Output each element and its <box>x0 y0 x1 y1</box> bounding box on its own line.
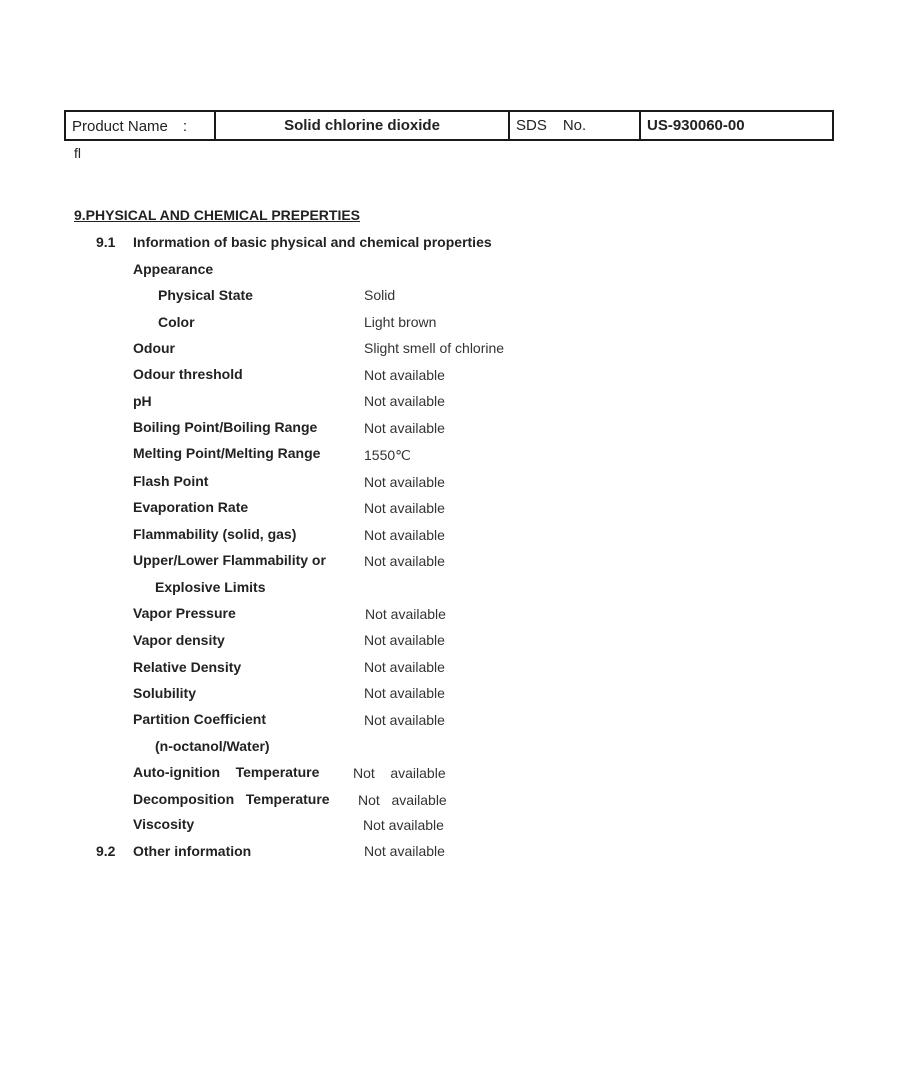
property-label: Viscosity <box>133 816 195 832</box>
property-label: Partition Coefficient <box>133 711 267 727</box>
property-label: Odour <box>133 340 175 356</box>
property-label: Vapor density <box>133 632 225 648</box>
property-value: Not available <box>364 393 445 409</box>
property-value: Light brown <box>364 314 437 330</box>
property-label: Melting Point/Melting Range <box>133 445 321 461</box>
property-value: Not available <box>364 420 445 436</box>
sds-number-label-cell <box>509 111 640 140</box>
property-label: Decomposition Temperature <box>133 791 330 807</box>
property-value: Not available <box>364 712 445 728</box>
property-label-continued: Explosive Limits <box>155 579 266 595</box>
property-label: Relative Density <box>133 659 242 675</box>
appearance-heading: Appearance <box>133 261 214 277</box>
property-value: Not available <box>353 765 446 781</box>
property-label: Flammability (solid, gas) <box>133 526 297 542</box>
property-value: Not available <box>364 632 445 648</box>
property-value: Slight smell of chlorine <box>364 340 505 356</box>
property-label: Vapor Pressure <box>133 605 236 621</box>
property-value: Not available <box>358 792 447 808</box>
subsection-title-9-2: Other information <box>133 843 252 859</box>
property-label-continued: (n-octanol/Water) <box>155 738 270 754</box>
property-label: Evaporation Rate <box>133 499 249 515</box>
property-label: Solubility <box>133 685 196 701</box>
property-value: Not available <box>363 817 444 833</box>
product-name-value: Solid chlorine dioxide <box>215 111 509 140</box>
property-label: Boiling Point/Boiling Range <box>133 419 318 435</box>
property-value: Not available <box>364 527 445 543</box>
property-value: Not available <box>364 500 445 516</box>
property-value: Not available <box>365 606 446 622</box>
property-label: Physical State <box>158 287 253 303</box>
property-value: Not available <box>364 659 445 675</box>
header-table <box>64 110 834 141</box>
page-note: fl <box>74 145 81 161</box>
property-value: Not available <box>364 367 445 383</box>
product-name-label: Product Name : <box>65 111 215 140</box>
property-value: Not available <box>364 474 445 490</box>
property-label: Upper/Lower Flammability or <box>133 552 326 568</box>
property-value: 1550℃ <box>364 447 411 463</box>
property-label: Auto-ignition Temperature <box>133 764 320 780</box>
section-title: 9.PHYSICAL AND CHEMICAL PREPERTIES <box>74 207 361 223</box>
property-label: Flash Point <box>133 473 209 489</box>
sds-label: SDS <box>516 117 547 134</box>
sds-number-value: US-930060-00 <box>640 111 833 140</box>
sds-no-label: No. <box>562 117 587 134</box>
subsection-number-9-1: 9.1 <box>96 234 116 250</box>
property-label: Odour threshold <box>133 366 243 382</box>
property-value: Solid <box>364 287 396 303</box>
subsection-number-9-2: 9.2 <box>96 843 116 859</box>
property-value: Not available <box>364 685 445 701</box>
subsection-title-9-1: Information of basic physical and chemical properties <box>133 234 492 250</box>
property-value: Not available <box>364 553 445 569</box>
other-information-value: Not available <box>364 843 445 859</box>
property-label: pH <box>133 393 152 409</box>
property-label: Color <box>158 314 195 330</box>
